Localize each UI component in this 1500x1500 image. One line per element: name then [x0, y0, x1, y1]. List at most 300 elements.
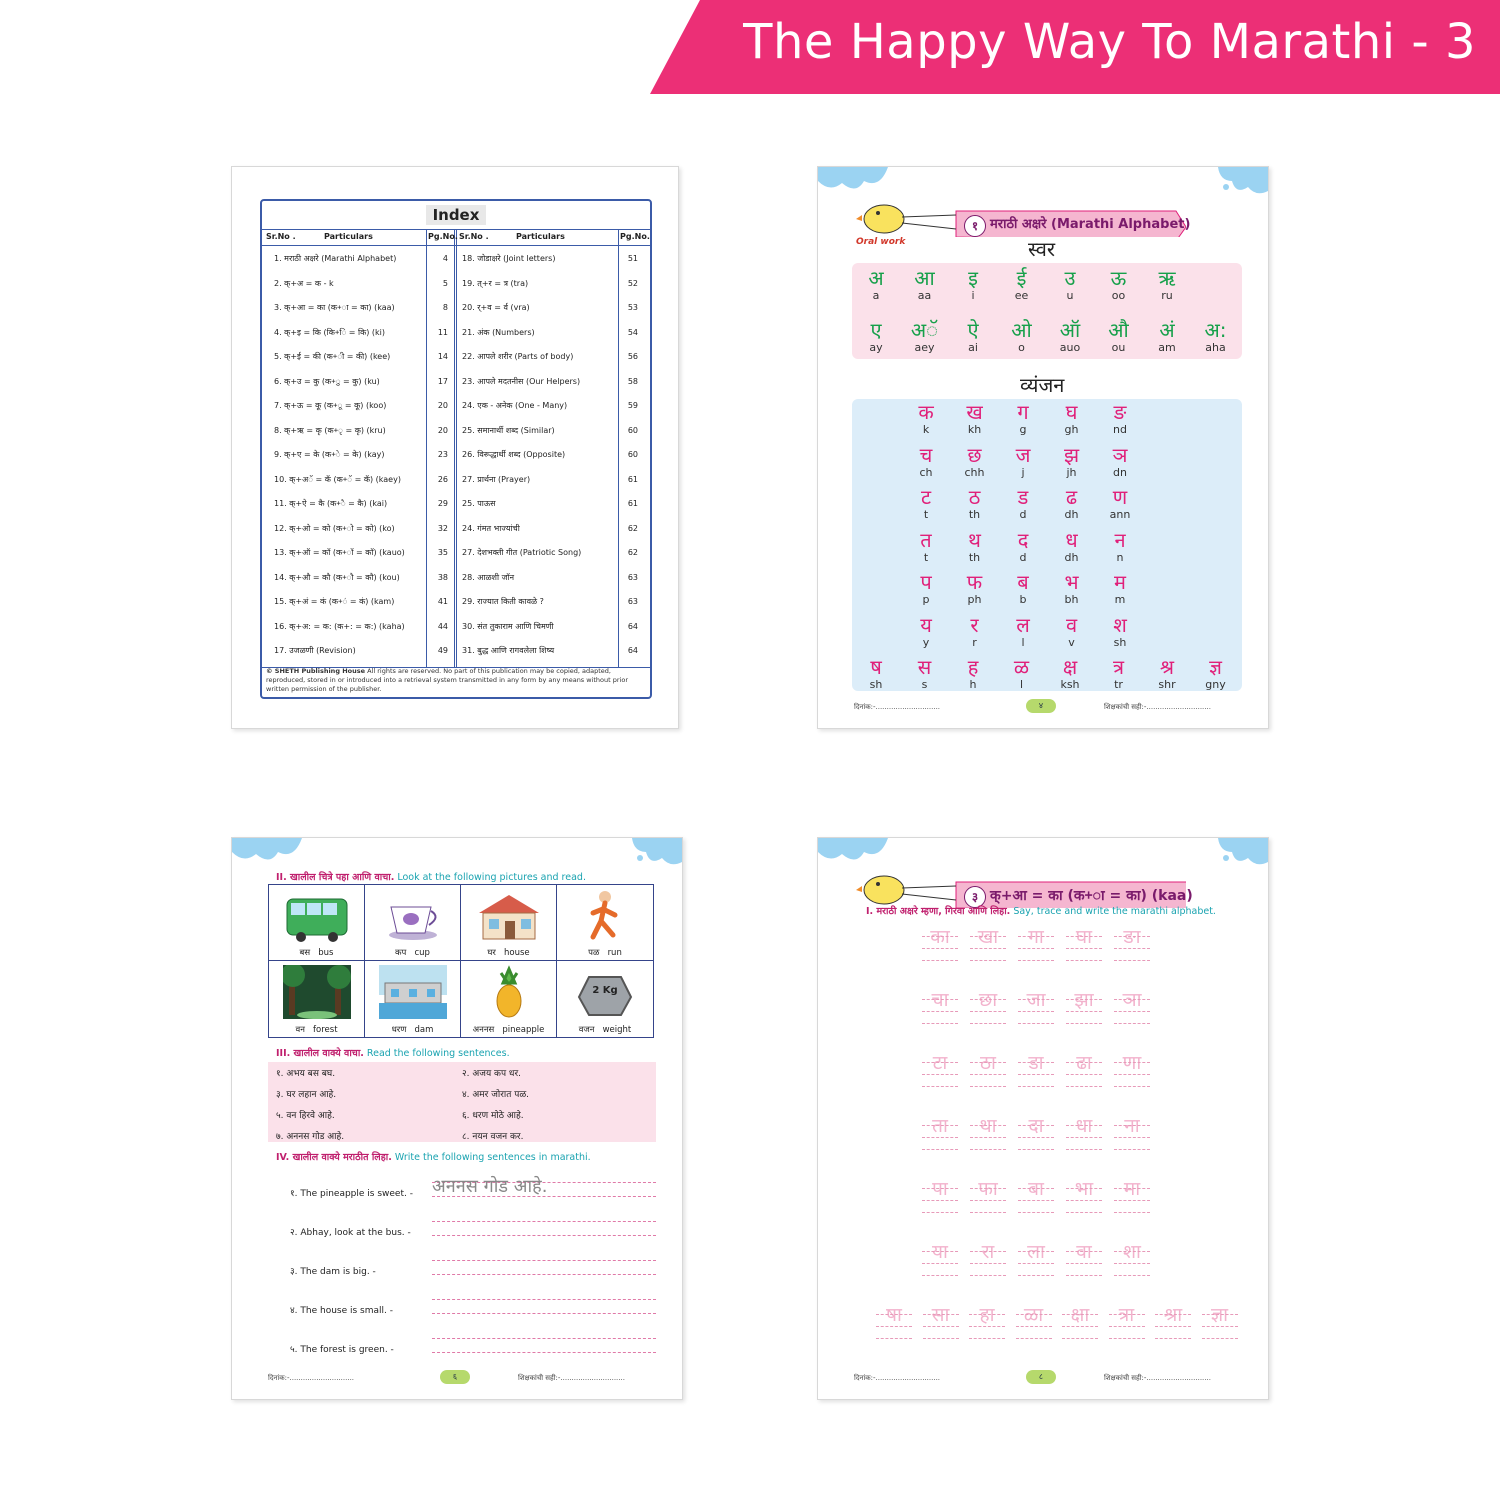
- trace-cell: [1114, 1115, 1150, 1159]
- guide-line: [1018, 1275, 1054, 1277]
- consonant-devanagari: त: [920, 527, 932, 552]
- vowel-letter: [854, 267, 898, 302]
- question-3-english: Read the following sentences.: [366, 1048, 510, 1059]
- trace-cell: [1109, 1304, 1145, 1348]
- trace-glyph: दा: [1028, 1115, 1044, 1137]
- trace-cell: [1066, 1052, 1102, 1096]
- question-4-title: [276, 1150, 591, 1163]
- vowel-letter: [1000, 319, 1044, 354]
- question-2-marathi: II. खालील चित्रे पहा आणि वाचा.: [276, 872, 395, 883]
- consonant-devanagari: क: [918, 400, 934, 424]
- index-page-number: 8: [442, 303, 448, 312]
- consonant-devanagari: ङ: [1113, 400, 1127, 424]
- vowel-transliteration: ee: [1014, 289, 1029, 302]
- trace-glyph: त्रा: [1118, 1304, 1135, 1326]
- consonant-devanagari: स: [917, 655, 932, 679]
- vowel-devanagari: इ: [968, 266, 978, 290]
- trace-cell: [922, 989, 958, 1033]
- consonant-letter: [904, 444, 948, 479]
- index-page-number: 23: [437, 450, 448, 459]
- index-page-number: 41: [437, 597, 448, 606]
- answer-line: [432, 1299, 656, 1301]
- consonant-letter: [1050, 571, 1094, 606]
- guide-line: [1114, 1074, 1150, 1076]
- vowel-devanagari: अ: [868, 266, 884, 290]
- vowel-letter: [1000, 267, 1044, 302]
- header-banner: [0, 0, 1500, 94]
- consonant-transliteration: t: [923, 550, 929, 564]
- guide-line: [1114, 1188, 1150, 1190]
- vowels-title: स्वर: [1028, 237, 1056, 261]
- trace-glyph: फा: [978, 1178, 998, 1200]
- trace-cell: [1018, 1115, 1054, 1159]
- sentence: १. अभय बस बघ.: [276, 1069, 336, 1079]
- guide-line: [1018, 1011, 1054, 1013]
- guide-line: [1114, 1149, 1150, 1151]
- guide-line: [922, 936, 958, 938]
- consonant-letter: [904, 614, 948, 649]
- index-title: Index: [426, 205, 486, 225]
- trace-cell: [1066, 989, 1102, 1033]
- picture-caption: [269, 947, 364, 958]
- guide-line: [970, 1212, 1006, 1214]
- consonant-devanagari: ण: [1112, 485, 1128, 509]
- trace-cell: [1018, 989, 1054, 1033]
- trace-glyph: ना: [1124, 1115, 1140, 1137]
- consonant-transliteration: tr: [1114, 678, 1123, 691]
- trace-cell: [970, 1241, 1006, 1285]
- index-entry: 25. पाऊस: [462, 499, 496, 508]
- answer-line: [432, 1338, 656, 1340]
- consonant-transliteration: h: [969, 678, 977, 691]
- index-page-number: 64: [627, 621, 638, 631]
- consonant-transliteration: y: [922, 635, 930, 649]
- consonant-devanagari: ञ: [1112, 442, 1128, 467]
- trace-cell: [922, 1178, 958, 1222]
- guide-line: [1018, 1023, 1054, 1025]
- trace-cell: [1114, 1241, 1150, 1285]
- consonant-letter: [1050, 614, 1094, 649]
- trace-glyph: ठा: [980, 1052, 996, 1074]
- cloud-decoration: [1218, 838, 1268, 868]
- guide-line: [922, 1023, 958, 1025]
- consonant-letter: [1098, 529, 1142, 564]
- guide-line: [1202, 1326, 1238, 1328]
- vowel-devanagari: ऐ: [967, 318, 979, 342]
- caption-marathi: पळ: [588, 948, 600, 958]
- consonant-transliteration: k: [922, 423, 930, 436]
- consonant-transliteration: sh: [1113, 635, 1127, 649]
- trace-cell: [1114, 1178, 1150, 1222]
- trace-glyph: ङा: [1123, 926, 1141, 948]
- index-page-number: 32: [437, 523, 448, 533]
- trace-glyph: का: [930, 926, 950, 948]
- guide-line: [922, 1086, 958, 1088]
- trace-glyph: पा: [932, 1178, 948, 1200]
- consonant-devanagari: म: [1114, 570, 1126, 594]
- consonant-letter: [1001, 444, 1045, 479]
- guide-line: [1062, 1338, 1098, 1340]
- consonant-devanagari: ड: [1017, 485, 1029, 509]
- consonant-transliteration: sh: [869, 678, 883, 691]
- trace-cell: [1202, 1304, 1238, 1348]
- sentence: ५. वन हिरवे आहे.: [276, 1111, 335, 1121]
- consonant-letter: [904, 529, 948, 564]
- consonant-devanagari: न: [1114, 527, 1126, 552]
- consonant-transliteration: nd: [1113, 423, 1127, 436]
- guide-line: [1202, 1314, 1238, 1316]
- consonant-letter: [904, 486, 948, 521]
- consonant-letter: [951, 656, 995, 691]
- index-page-number: 62: [627, 548, 638, 557]
- guide-line: [1114, 1263, 1150, 1265]
- guide-line: [922, 1074, 958, 1076]
- trace-cell: [922, 1115, 958, 1159]
- trace-cell: [970, 1052, 1006, 1096]
- guide-line: [1114, 1200, 1150, 1202]
- trace-glyph: छा: [978, 989, 998, 1011]
- index-entry: 27. प्रार्थना (Prayer): [462, 474, 531, 484]
- consonant-letter: [1097, 656, 1141, 691]
- index-entry: 19. त्+र = त्र (tra): [462, 278, 529, 288]
- pineapple-image: [475, 965, 543, 1019]
- instruction-marathi: I. मराठी अक्षरे म्हणा, गिरवा आणि लिहा.: [866, 906, 1011, 917]
- sentence: २. अजय कप धर.: [462, 1069, 521, 1079]
- consonant-letter: [1145, 656, 1189, 691]
- question-2-english: Look at the following pictures and read.: [397, 872, 586, 883]
- vowel-letter: [1048, 319, 1092, 354]
- footer-signature: शिक्षकांची सही:-.............................: [518, 1374, 625, 1382]
- vowel-transliteration: aa: [917, 289, 932, 302]
- guide-line: [1018, 948, 1054, 950]
- index-entry: 28. आळशी जॉन: [462, 572, 515, 582]
- caption-marathi: वन: [295, 1025, 305, 1035]
- trace-cell: [1062, 1304, 1098, 1348]
- index-entry: 29. राज्यात किती कावळे ?: [462, 597, 544, 606]
- guide-line: [1066, 1086, 1102, 1088]
- index-page-number: 59: [627, 401, 638, 410]
- chapter-ribbon: [856, 856, 1193, 908]
- guide-line: [1018, 1212, 1054, 1214]
- vowel-letter: [1048, 267, 1092, 302]
- trace-cell: [1066, 1115, 1102, 1159]
- guide-line: [1062, 1314, 1098, 1316]
- caption-english: bus: [318, 948, 334, 958]
- index-page-number: 60: [627, 425, 638, 435]
- index-page-number: 64: [627, 646, 638, 655]
- vowel-transliteration: o: [1018, 341, 1025, 354]
- trace-page: [817, 837, 1269, 1400]
- index-page-number: 61: [627, 499, 638, 508]
- guide-line: [1018, 960, 1054, 962]
- guide-line: [876, 1326, 912, 1328]
- guide-line: [1066, 1188, 1102, 1190]
- question-4-marathi: IV. खालील वाक्ये मराठीत लिहा.: [276, 1152, 392, 1163]
- header-srno: Sr.No .: [459, 232, 489, 241]
- guide-line: [922, 1263, 958, 1265]
- pictures-page: [231, 837, 683, 1400]
- picture-caption: [365, 947, 460, 958]
- guide-line: [1066, 1275, 1102, 1277]
- guide-line: [1018, 1200, 1054, 1202]
- consonant-devanagari: थ: [968, 527, 981, 552]
- trace-glyph: श्रा: [1163, 1304, 1183, 1326]
- guide-line: [1066, 1200, 1102, 1202]
- answer-line: [432, 1221, 656, 1223]
- consonant-transliteration: dn: [1113, 465, 1127, 479]
- guide-line: [923, 1314, 959, 1316]
- consonant-devanagari: फ: [966, 570, 983, 594]
- index-page-number: 38: [437, 572, 448, 582]
- trace-glyph: ता: [932, 1115, 948, 1137]
- guide-line: [876, 1338, 912, 1340]
- footer-date: दिनांक:-.............................: [854, 1374, 941, 1382]
- consonant-devanagari: छ: [967, 442, 982, 467]
- vowel-letter: [1097, 319, 1141, 354]
- consonant-devanagari: ठ: [968, 485, 981, 509]
- footer-date: दिनांक:-.............................: [854, 703, 941, 711]
- consonant-devanagari: ळ: [1013, 655, 1030, 679]
- consonant-transliteration: d: [1019, 550, 1027, 564]
- index-entry: 14. क्+औ = कौ (क+ौ = कौ) (kou): [274, 572, 400, 582]
- consonant-transliteration: jh: [1066, 465, 1077, 479]
- trace-glyph: था: [979, 1115, 997, 1137]
- vowel-transliteration: ou: [1111, 341, 1126, 354]
- trace-glyph: वा: [1076, 1241, 1092, 1263]
- consonant-devanagari: प: [920, 570, 932, 594]
- consonant-transliteration: p: [922, 593, 930, 606]
- caption-marathi: वजन: [578, 1025, 595, 1035]
- answer-line: [432, 1235, 656, 1237]
- vowel-transliteration: oo: [1111, 289, 1126, 302]
- index-entry: 17. उजळणी (Revision): [274, 646, 356, 655]
- consonant-transliteration: ch: [919, 465, 933, 479]
- index-page-number: 63: [627, 597, 638, 606]
- consonant-devanagari: त्र: [1112, 655, 1125, 679]
- divider: [426, 229, 427, 667]
- picture-card: [557, 885, 653, 961]
- guide-line: [970, 1086, 1006, 1088]
- house-image: [475, 889, 543, 943]
- trace-cell: [969, 1304, 1005, 1348]
- vowel-devanagari: औ: [1108, 318, 1129, 342]
- consonant-devanagari: क्ष: [1062, 655, 1078, 679]
- guide-line: [1109, 1338, 1145, 1340]
- caption-marathi: धरण: [391, 1025, 407, 1035]
- trace-glyph: मा: [1123, 1178, 1141, 1200]
- guide-line: [922, 1212, 958, 1214]
- vowel-devanagari: ई: [1016, 266, 1027, 290]
- index-page-number: 56: [627, 352, 638, 361]
- guide-line: [970, 1125, 1006, 1127]
- publisher-name: © SHETH Publishing House: [266, 667, 366, 675]
- consonant-devanagari: झ: [1063, 442, 1080, 467]
- consonant-devanagari: श्र: [1159, 655, 1175, 679]
- guide-line: [1066, 1011, 1102, 1013]
- answer-line: [432, 1274, 656, 1276]
- consonant-letter: [953, 614, 997, 649]
- guide-line: [1114, 960, 1150, 962]
- index-entry: 25. समानार्थी शब्द (Similar): [462, 425, 555, 435]
- trace-glyph: घा: [1075, 926, 1093, 948]
- caption-english: cup: [414, 948, 430, 958]
- caption-english: house: [503, 948, 530, 958]
- guide-line: [1018, 1263, 1054, 1265]
- chapter-ribbon: [856, 185, 1191, 237]
- consonant-devanagari: ध: [1065, 527, 1078, 552]
- consonant-transliteration: j: [1021, 465, 1025, 479]
- instruction-english: Say, trace and write the marathi alphabet.: [1013, 906, 1216, 917]
- sentences-panel: [268, 1062, 656, 1142]
- bus-image: [283, 889, 351, 943]
- trace-cell: [970, 926, 1006, 970]
- consonant-transliteration: kh: [967, 423, 982, 436]
- index-entry: 24. एक - अनेक (One - Many): [462, 401, 568, 410]
- trace-cell: [922, 1052, 958, 1096]
- guide-line: [922, 1200, 958, 1202]
- guide-line: [922, 1188, 958, 1190]
- index-entry: 8. क्+ऋ = कृ (क+ृ = कृ) (kru): [274, 425, 386, 435]
- vowel-devanagari: अॅ: [910, 318, 939, 342]
- trace-glyph: रा: [981, 1241, 995, 1263]
- index-entry: 10. क्+अॅ = कॅ (क+ॅ = कॅ) (kaey): [274, 474, 401, 484]
- index-page-number: 44: [437, 621, 448, 631]
- index-entry: 1. मराठी अक्षरे (Marathi Alphabet): [274, 254, 397, 263]
- header-srno: Sr.No .: [266, 232, 296, 241]
- guide-line: [922, 948, 958, 950]
- guide-line: [970, 1023, 1006, 1025]
- oral-work-label: Oral work: [856, 237, 906, 247]
- picture-card: [365, 961, 461, 1037]
- index-entry: 4. क्+इ = कि (कि+ि = कि) (ki): [274, 327, 386, 337]
- consonant-devanagari: द: [1017, 527, 1029, 552]
- vowel-transliteration: ay: [869, 341, 883, 354]
- header-pgno: Pg.No.: [428, 232, 458, 241]
- vowel-letter: [1194, 319, 1238, 354]
- index-entry: 31. बुद्ध आणि रागवलेला शिष्य: [462, 646, 555, 655]
- consonant-letter: [1050, 401, 1094, 436]
- caption-english: weight: [602, 1025, 632, 1035]
- consonant-transliteration: m: [1114, 593, 1126, 606]
- guide-line: [1018, 1188, 1054, 1190]
- consonant-devanagari: घ: [1065, 400, 1078, 424]
- guide-line: [922, 1062, 958, 1064]
- vowel-transliteration: i: [971, 289, 975, 302]
- vowel-transliteration: aha: [1205, 341, 1226, 354]
- consonant-letter: [904, 401, 948, 436]
- sentence: ४. अमर जोरात पळ.: [462, 1090, 530, 1100]
- cloud-decoration: [1218, 167, 1268, 197]
- trace-cell: [876, 1304, 912, 1348]
- question-4-english: Write the following sentences in marathi.: [394, 1152, 591, 1163]
- consonant-transliteration: th: [968, 550, 981, 564]
- guide-line: [923, 1326, 959, 1328]
- caption-english: pineapple: [502, 1025, 545, 1035]
- consonant-transliteration: ph: [967, 593, 982, 606]
- vowel-letter: [903, 267, 947, 302]
- consonant-letter: [1098, 401, 1142, 436]
- trace-glyph: बा: [1028, 1178, 1044, 1200]
- header-particulars: Particulars: [324, 232, 373, 241]
- trace-glyph: णा: [1122, 1052, 1142, 1074]
- consonant-devanagari: श: [1113, 612, 1127, 637]
- picture-card: [557, 961, 653, 1037]
- guide-line: [1066, 1074, 1102, 1076]
- caption-english: dam: [414, 1025, 434, 1035]
- guide-line: [1016, 1314, 1052, 1316]
- trace-glyph: भा: [1074, 1178, 1094, 1200]
- trace-glyph: जा: [1026, 989, 1046, 1011]
- answer-line: [432, 1313, 656, 1315]
- index-page-number: 11: [437, 327, 448, 337]
- guide-line: [1066, 999, 1102, 1001]
- picture-grid: [268, 884, 654, 1038]
- index-page-number: 4: [442, 254, 448, 263]
- consonant-letter: [1098, 571, 1142, 606]
- index-page-number: 29: [437, 499, 448, 508]
- sample-answer: अननस गोड आहे.: [432, 1176, 548, 1197]
- consonant-transliteration: gny: [1205, 678, 1226, 691]
- guide-line: [970, 1200, 1006, 1202]
- vowel-devanagari: आ: [914, 266, 935, 290]
- consonant-transliteration: n: [1116, 550, 1124, 564]
- consonants-panel: [852, 399, 1242, 691]
- guide-line: [1066, 948, 1102, 950]
- write-prompt: २. Abhay, look at the bus. -: [290, 1228, 411, 1238]
- vowel-letter: [951, 267, 995, 302]
- consonant-letter: [1098, 614, 1142, 649]
- vowel-transliteration: ru: [1161, 289, 1173, 302]
- trace-cell: [970, 989, 1006, 1033]
- index-page-number: 14: [437, 352, 448, 361]
- caption-english: run: [607, 948, 622, 958]
- picture-caption: [461, 947, 556, 958]
- index-entry: 9. क्+ए = के (क+े = के) (kay): [274, 450, 385, 459]
- write-prompt: १. The pineapple is sweet. -: [290, 1189, 413, 1199]
- index-page-number: 51: [627, 254, 638, 263]
- answer-line: [432, 1260, 656, 1262]
- picture-card: [365, 885, 461, 961]
- consonant-transliteration: dh: [1064, 550, 1079, 564]
- index-entry: 26. विरूद्धार्थी शब्द (Opposite): [462, 450, 566, 459]
- index-entry: 22. आपले शरीर (Parts of body): [462, 352, 574, 361]
- guide-line: [1114, 1275, 1150, 1277]
- trace-glyph: ला: [1027, 1241, 1045, 1263]
- footer-signature: शिक्षकांची सही:-.............................: [1104, 703, 1211, 711]
- index-entry: 18. जोडाक्षरे (Joint letters): [462, 254, 556, 263]
- vowel-letter: [1145, 267, 1189, 302]
- guide-line: [1066, 1062, 1102, 1064]
- vowel-transliteration: u: [1066, 289, 1074, 302]
- consonant-transliteration: b: [1019, 593, 1027, 606]
- guide-line: [1114, 1137, 1150, 1139]
- trace-glyph: षा: [886, 1304, 902, 1326]
- guide-line: [970, 999, 1006, 1001]
- picture-card: [269, 961, 365, 1037]
- consonant-devanagari: ख: [966, 400, 983, 424]
- trace-glyph: ज्ञा: [1210, 1304, 1229, 1326]
- index-page-number: 35: [437, 548, 448, 557]
- picture-caption: [365, 1024, 460, 1035]
- index-entry: 7. क्+ऊ = कू (क+ू = कू) (koo): [274, 401, 387, 410]
- forest-image: [283, 965, 351, 1019]
- guide-line: [1066, 1125, 1102, 1127]
- consonant-letter: [1050, 529, 1094, 564]
- trace-cell: [923, 1304, 959, 1348]
- divider: [454, 229, 455, 667]
- guide-line: [1018, 1251, 1054, 1253]
- index-entry: 11. क्+ऐ = कै (क+ै = कै) (kai): [274, 499, 388, 508]
